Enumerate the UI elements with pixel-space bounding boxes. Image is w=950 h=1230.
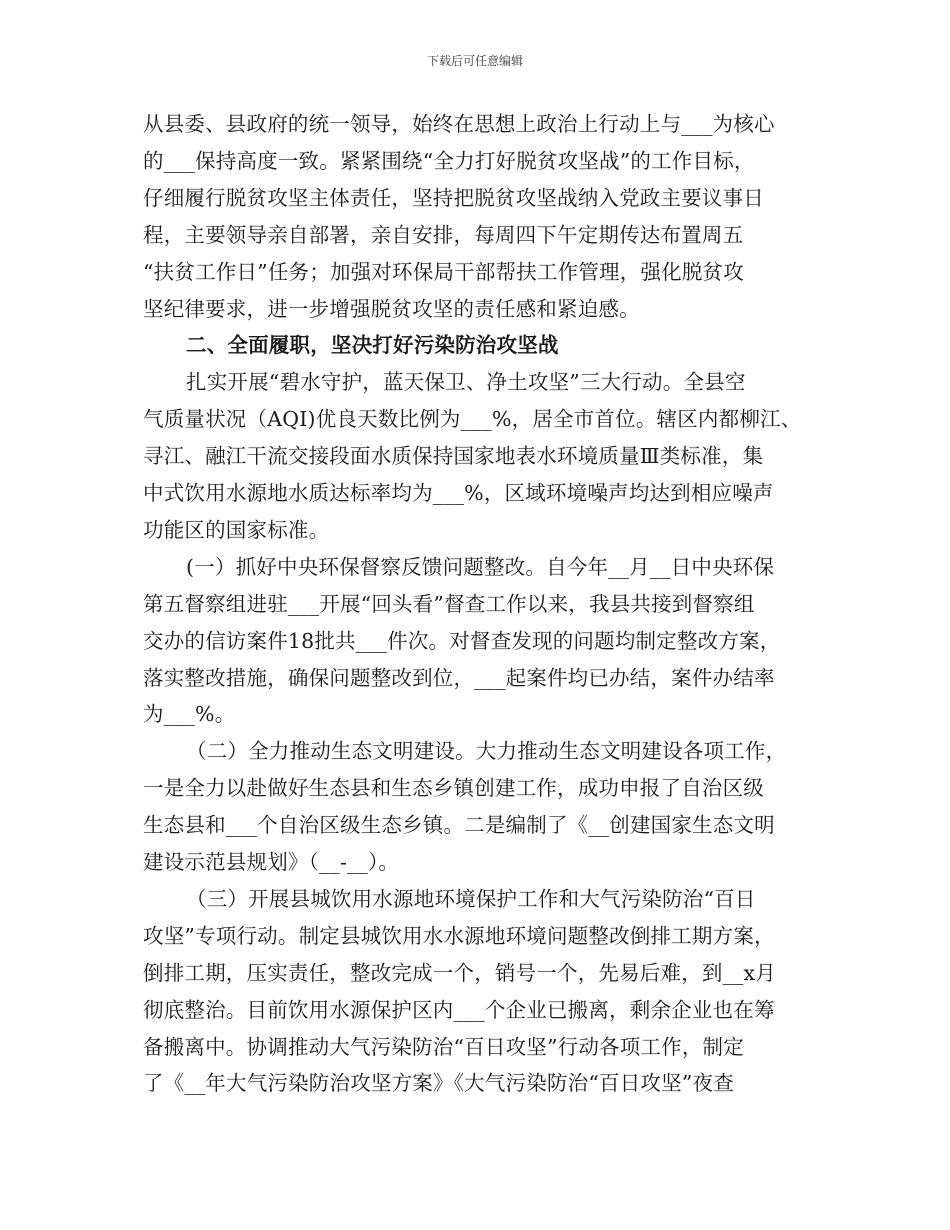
paragraph-line: 功能区的国家标准。 <box>143 518 330 542</box>
page-header: 下载后可任意编辑 <box>426 54 523 68</box>
paragraph-line: (一）抓好中央环保督察反馈问题整改。自今年__月__日中央环保 <box>186 555 775 579</box>
paragraph-line: 程，主要领导亲自部署，亲自安排，每周四下午定期传达布置周五 <box>143 223 744 247</box>
paragraph-line: 坚纪律要求，进一步增强脱贫攻坚的责任感和紧迫感。 <box>143 297 640 321</box>
paragraph-line: 中式饮用水源地水质达标率均为___%，区域环境噪声均达到相应噪声 <box>143 481 774 505</box>
paragraph-line: 寻江、融江干流交接段面水质保持国家地表水环境质量Ⅲ类标准，集 <box>143 444 764 468</box>
paragraph-line: 第五督察组进驻___开展“回头看”督查工作以来，我县共接到督察组 <box>143 592 755 616</box>
paragraph-line: 倒排工期，压实责任，整改完成一个，销号一个，先易后难，到__x月 <box>143 961 776 985</box>
paragraph-line: 气质量状况（AQI)优良天数比例为___%，居全市首位。辖区内都柳江、 <box>143 407 802 431</box>
paragraph-line: 建设示范县规划》（__-__）。 <box>143 850 400 874</box>
section-heading: 二、全面履职，坚决打好污染防治攻坚战 <box>186 333 559 357</box>
paragraph-line: 交办的信访案件18批共___件次。对督查发现的问题均制定整改方案， <box>143 629 781 653</box>
paragraph-line: 从县委、县政府的统一领导，始终在思想上政治上行动上与___为核心 <box>143 112 775 136</box>
paragraph-line: 了《__年大气污染防治攻坚方案》《大气污染防治“百日攻坚”夜查 <box>143 1071 734 1095</box>
paragraph-line: （二）全力推动生态文明建设。大力推动生态文明建设各项工作， <box>186 739 787 763</box>
paragraph-line: 一是全力以赴做好生态县和生态乡镇创建工作，成功申报了自治区级 <box>143 776 764 800</box>
paragraph-line: （三）开展县城饮用水源地环境保护工作和大气污染防治“百日 <box>186 887 756 911</box>
paragraph-line: 仔细履行脱贫攻坚主体责任，坚持把脱贫攻坚战纳入党政主要议事日 <box>143 186 764 210</box>
paragraph-line: 落实整改措施，确保问题整改到位，___起案件均已办结，案件办结率 <box>143 666 775 690</box>
paragraph-line: 备搬离中。协调推动大气污染防治“百日攻坚”行动各项工作，制定 <box>143 1035 744 1059</box>
paragraph-line: 扎实开展“碧水守护，蓝天保卫、净土攻坚”三大行动。全县空 <box>186 370 746 394</box>
paragraph-line: 彻底整治。目前饮用水源保护区内___个企业已搬离，剩余企业也在筹 <box>143 998 775 1022</box>
paragraph-line: 攻坚”专项行动。制定县城饮用水水源地环境问题整改倒排工期方案， <box>143 924 775 948</box>
paragraph-line: 的___保持高度一致。紧紧围绕“全力打好脱贫攻坚战”的工作目标， <box>143 149 755 173</box>
paragraph-line: 生态县和___个自治区级生态乡镇。二是编制了《__创建国家生态文明 <box>143 813 775 837</box>
paragraph-line: “扶贫工作日”任务；加强对环保局干部帮扶工作管理，强化脱贫攻 <box>143 260 744 284</box>
paragraph-line: 为___%。 <box>143 702 236 726</box>
